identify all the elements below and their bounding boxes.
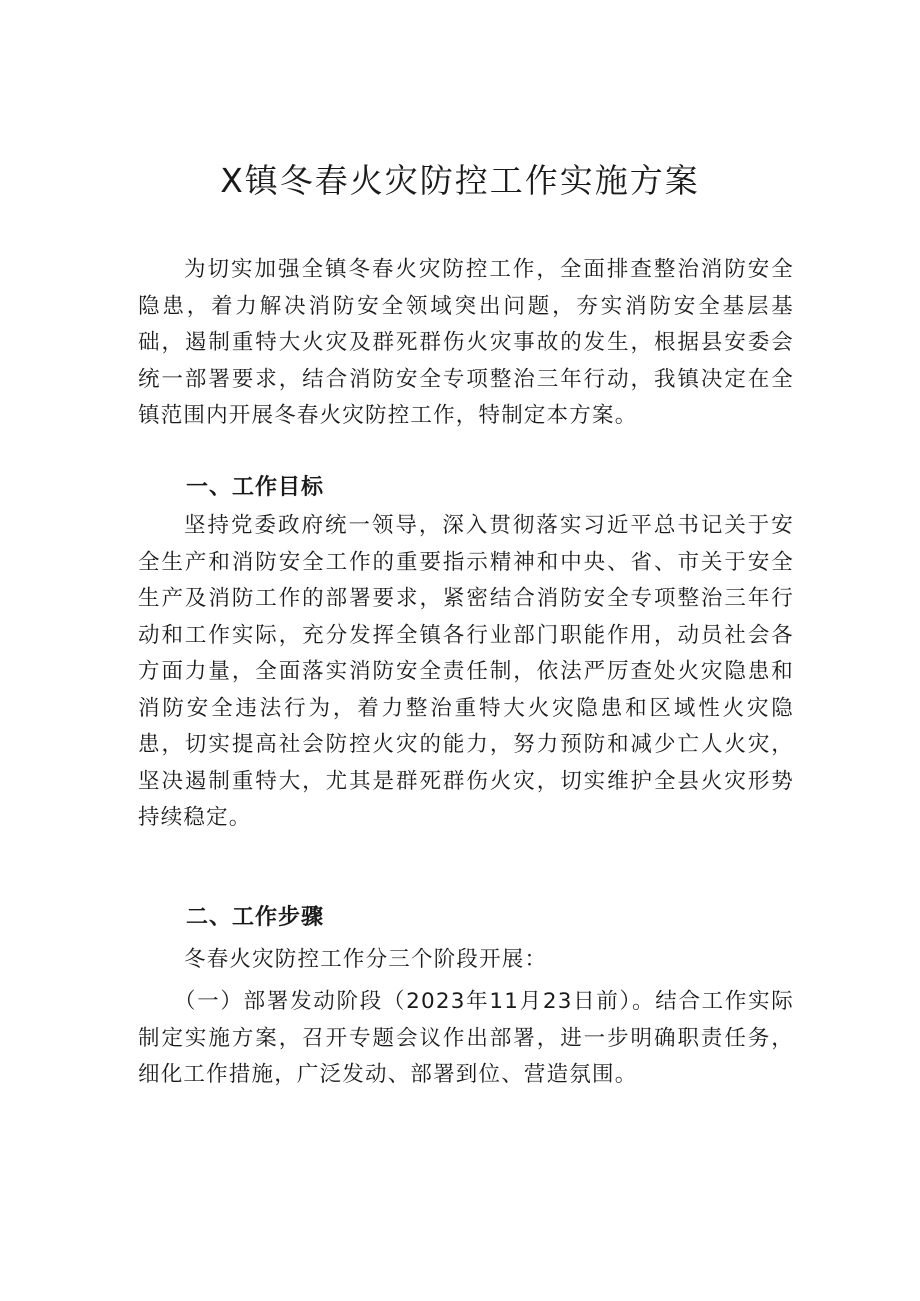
section1-heading: 一、工作目标	[186, 475, 325, 500]
document-title: X镇冬春火灾防控工作实施方案	[220, 161, 700, 200]
section2-heading: 二、工作步骤	[186, 905, 325, 930]
phase1-paragraph: （一）部署发动阶段（2023年11月23日前）。结合工作实际制定实施方案，召开专题会议作出部署，进一步明确职责任务，细化工作措施，广泛发动、部署到位、营造氛围。	[138, 989, 794, 1087]
section1-paragraph: 坚持党委政府统一领导，深入贯彻落实习近平总书记关于安全生产和消防安全工作的重要指示精神和中央、省、市关于安全生产及消防工作的部署要求，紧密结合消防安全专项整治三年行动和工作实际，充分发挥全镇各行业部门职能作用，动员社会各方面力量，全面落实消防安全责任制，依法严厉查处火灾隐患和消防安全违法行为，着力整治重特大火灾隐患和区域性火灾隐患，切实提高社会防控火灾的能力，努力预防和减少亡人火灾，坚决遏制重特大，尤其是群死群伤火灾，切实维护全县火灾形势持续稳定。	[138, 513, 794, 830]
intro-paragraph: 为切实加强全镇冬春火灾防控工作，全面排查整治消防安全隐患，着力解决消防安全领域突出问题，夯实消防安全基层基础，遏制重特大火灾及群死群伤火灾事故的发生，根据县安委会统一部署要求，结合消防安全专项整治三年行动，我镇决定在全镇范围内开展冬春火灾防控工作，特制定本方案。	[138, 257, 794, 428]
section2-intro-paragraph: 冬春火灾防控工作分三个阶段开展：	[184, 947, 548, 972]
